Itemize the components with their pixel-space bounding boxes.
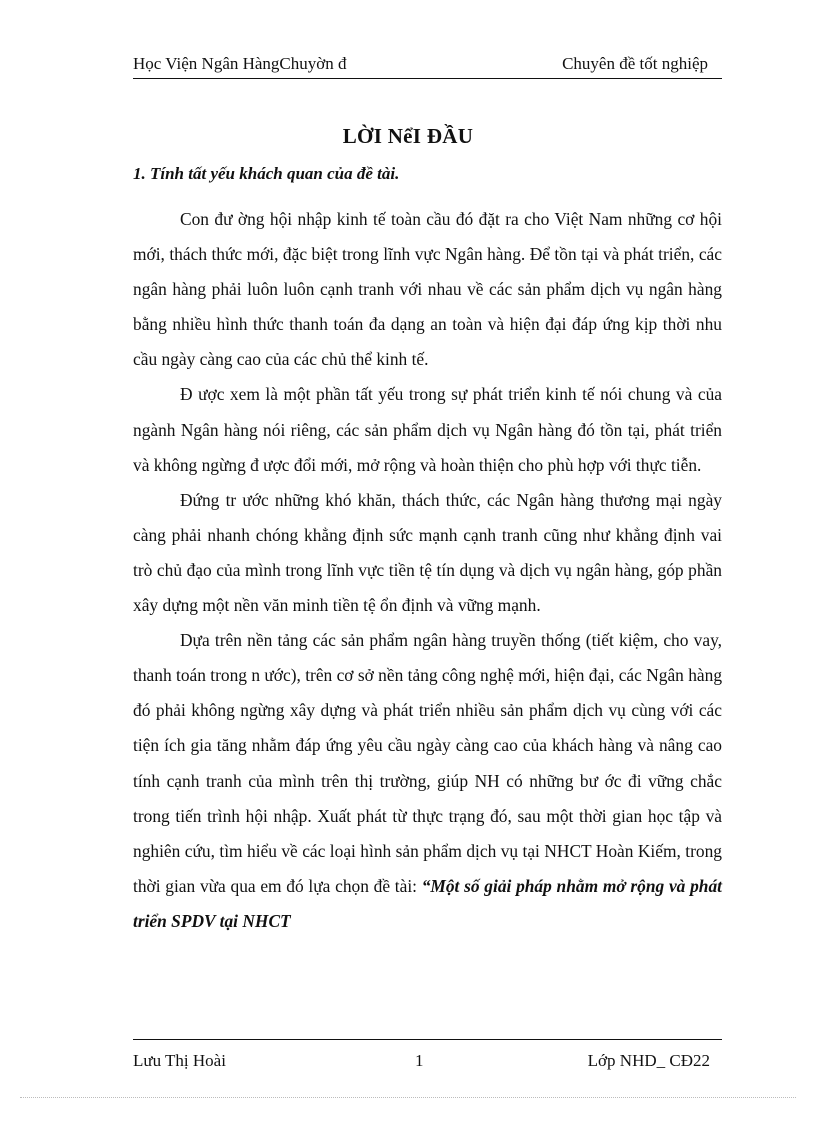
header-institution: Học Viện Ngân HàngChuyờn đ xyxy=(133,54,347,73)
paragraph-2: Đ ược xem là một phần tất yếu trong sự phát triển kinh tế nói chung và của ngành Ngân hàng nói riêng, các sản phẩm dịch vụ Ngân hàng đó tồn tại, phát triển và không ngừng đ ược đổi mới, mở rộng và hoàn thiện cho phù hợp với thực tiễn. xyxy=(133,384,722,475)
topic-title-emphasis: “Một số giải pháp nhằm mở rộng và phát triển SPDV tại NHCT xyxy=(133,875,722,931)
section-heading: 1. Tính tất yếu khách quan của đề tài. xyxy=(133,164,400,183)
paragraph-1: Con đư ờng hội nhập kinh tế toàn cầu đó đặt ra cho Việt Nam những cơ hội mới, thách thức mới, đặc biệt trong lĩnh vực Ngân hàng. Để tồn tại và phát triển, các ngân hàng phải luôn luôn cạnh tranh với nhau về các sản phẩm dịch vụ ngân hàng bằng nhiều hình thức thanh toán đa dạng an toàn và hiện đại đáp ứng kịp thời nhu cầu ngày càng cao của các chủ thể kinh tế. xyxy=(133,209,722,370)
footer-class: Lớp NHD_ CĐ22 xyxy=(587,1051,710,1070)
paragraph-4 xyxy=(133,623,722,939)
footer-author: Lưu Thị Hoài xyxy=(133,1051,226,1070)
page-title: LỜI NểI ĐẦU xyxy=(342,124,474,148)
page-boundary-divider xyxy=(20,1097,796,1098)
paragraph-3: Đứng tr ước những khó khăn, thách thức, các Ngân hàng thương mại ngày càng phải nhanh chóng khẳng định sức mạnh cạnh tranh cũng như khẳng định vai trò chủ đạo của mình trong lĩnh vực tiền tệ tín dụng và dịch vụ ngân hàng, góp phần xây dựng một nền văn minh tiền tệ ổn định và vững mạnh. xyxy=(133,489,722,616)
page-header xyxy=(133,52,722,79)
page-footer xyxy=(133,1039,722,1070)
paragraph-4-text: Dựa trên nền tảng các sản phẩm ngân hàng truyền thống (tiết kiệm, cho vay, thanh toán trong n ước), trên cơ sở nền tảng công nghệ mới, hiện đại, các Ngân hàng đó phải không ngừng xây dựng và phát triển nhiều sản phẩm dịch vụ cùng với các tiện ích gia tăng nhằm đáp ứng yêu cầu ngày càng cao của khách hàng và nâng cao tính cạnh tranh của mình trên thị trường, giúp NH có những bư ớc đi vững chắc trong tiến trình hội nhập. Xuất phát từ thực trạng đó, sau một thời gian học tập và nghiên cứu, tìm hiểu về các loại hình sản phẩm dịch vụ tại NHCT Hoàn Kiếm, trong thời gian vừa qua em đó lựa chọn đề tài: xyxy=(133,630,723,896)
footer-page-number: 1 xyxy=(415,1051,424,1070)
header-doc-type: Chuyên đề tốt nghiệp xyxy=(562,54,708,73)
body-text xyxy=(133,202,722,939)
